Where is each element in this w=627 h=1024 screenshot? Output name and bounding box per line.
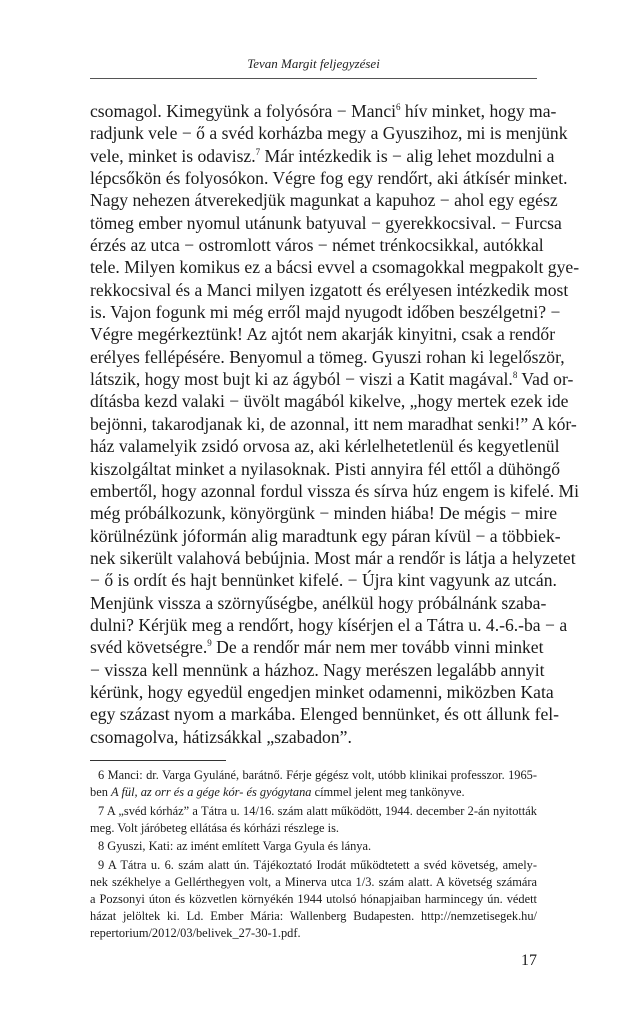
footnote-line: 7 A „svéd kórház” a Tátra u. 14/16. szám alatt működött, 1944. december 2-án nyitották	[98, 803, 537, 818]
text-line: is. Vajon fogunk mi még erről majd nyugodt időben beszélgetni? −	[90, 302, 561, 323]
footnote-line: a Pozsonyi úton és közvetlen környékén 1944 utolsó hónapjaiban harmincegy ún. védett	[90, 892, 537, 907]
text-line: erélyes fellépésére. Benyomul a tömeg. Gyuszi rohan ki legelőször,	[90, 346, 565, 367]
footnote-ref[interactable]: 7	[255, 146, 261, 157]
page-number: 17	[521, 952, 537, 969]
footnote-8	[90, 838, 537, 855]
text-line: kiszolgáltat minket a nyilasoknak. Pisti annyira fél ettől a dühöngő	[90, 458, 561, 479]
text-line: csomagolva, hátizsákkal „szabadon”.	[90, 726, 352, 747]
footnote-line[interactable]: házat jelöltek ki. Ld. Ember Mária: Wallenberg Budapesten. http://nemzetisegek.hu/	[90, 909, 537, 924]
text-line: svéd követségre.$^9$ De a rendőr már nem mer tovább vinni minket	[90, 637, 544, 658]
text-line: lépcsőkön és folyosókon. Végre fog egy rendőrt, aki átkísér minket.	[90, 168, 568, 189]
footnotes	[90, 767, 537, 944]
text-line: érzés az utca − ostromlott város − német trénkocsikkal, autókkal	[90, 235, 544, 256]
text-line: Nagy nehezen átverekedjük magunkat a kapuhoz − ahol egy egész	[90, 190, 558, 211]
text-line: körülnézünk jóformán alig maradtunk egy páran kívül − a többiek-	[90, 525, 561, 546]
text-line: embertől, hogy azonnal fordul vissza és sírva húz engem is kifelé. Mi	[90, 480, 580, 501]
main-text	[90, 100, 580, 748]
book-title: A fül, az orr és a gége kór- és gyógytana	[111, 785, 312, 800]
text-line: − vissza kell mennünk a házhoz. Nagy merészen legalább annyit	[90, 659, 545, 680]
text-line: bejönni, takarodjanak ki, de azonnal, itt nem maradhat senki!” A kór-	[90, 413, 577, 434]
text-line: Menjünk vissza a szörnyűségbe, anélkül hogy próbálnánk szaba-	[90, 592, 547, 613]
text-line: radjunk vele − ő a svéd korházba megy a Gyuszihoz, mi is menjünk	[90, 123, 568, 144]
text-line: rekkocsival és a Manci milyen izgatott és erélyesen intézkedik most	[90, 279, 569, 300]
footnote-rule	[90, 760, 226, 761]
footnote-line: ben A fül, az orr és a gége kór- és gyógytana címmel jelent meg tankönyve.	[90, 785, 465, 800]
running-head: Tevan Margit feljegyzései	[247, 56, 380, 71]
text-line: kérünk, hogy egyedül engedjen minket odamenni, miközben Kata	[90, 681, 554, 702]
text-line: vele, minket is odavisz.$^7$ Már intézkedik is − alig lehet mozdulni a	[90, 145, 555, 166]
footnote-9	[90, 857, 537, 942]
footnote-ref[interactable]: 8	[512, 370, 518, 381]
text-line: nek sikerült valahová bebújnia. Most már a rendőr is látja a helyzetet	[90, 547, 576, 568]
text-line: tele. Milyen komikus ez a bácsi evvel a csomagokkal megpakolt gye-	[90, 257, 580, 278]
footnote-line: 9 A Tátra u. 6. szám alatt ún. Tájékoztató Irodát működtetett a svéd követség, amely-	[98, 857, 537, 872]
text-line: tömeg ember nyomul utánunk batyuval − gyerekkocsival. − Furcsa	[90, 212, 562, 233]
footnote-6	[90, 767, 537, 801]
text-line: dulni? Kérjük meg a rendőrt, hogy kísérjen el a Tátra u. 4.-6.-ba − a	[90, 614, 568, 635]
footnote-ref[interactable]: 6	[396, 102, 401, 113]
text-line: Végre megérkeztünk! Az ajtót nem akarják kinyitni, csak a rendőr	[90, 324, 556, 345]
text-line: látszik, hogy most bujt ki az ágyból − viszi a Katit magával.$^8$ Vad or-	[90, 369, 574, 390]
footnote-line: 6 Manci: dr. Varga Gyuláné, barátnő. Férje gégész volt, utóbb klinikai professzor. 1965-	[98, 768, 537, 782]
footnote-line: nek székhelye a Gellérthegyen volt, a Minerva utca 1/3. szám alatt. A követség számára	[90, 875, 537, 890]
text-line: dításba kezd valaki − üvölt magából kikelve, „hogy mertek ezek ide	[90, 391, 569, 412]
footnote-line: meg. Volt járóbeteg ellátása és kórházi részlege is.	[90, 820, 339, 835]
text-line: csomagol. Kimegyünk a folyósóra − Manci$^6$ hív minket, hogy ma-	[90, 101, 557, 121]
header-rule	[90, 78, 537, 79]
footnote-line: 8 Gyuszi, Kati: az imént említett Varga Gyula és lánya.	[98, 839, 372, 854]
footnote-line[interactable]: repertorium/2012/03/belivek_27-30-1.pdf.	[90, 926, 301, 941]
footnote-7	[90, 803, 537, 837]
text-line: egy százast nyom a markába. Elenged bennünket, és ott állunk fel-	[90, 704, 560, 725]
text-line: ház valamelyik zsidó orvosa az, aki kérlelhetetlenül és kegyetlenül	[90, 436, 560, 457]
text-line: még próbálkozunk, könyörgünk − minden hiába! De mégis − mire	[90, 503, 558, 524]
text-line: − ő is ordít és hajt bennünket kifelé. − Újra kint vagyunk az utcán.	[90, 570, 557, 591]
footnote-ref[interactable]: 9	[207, 638, 212, 649]
